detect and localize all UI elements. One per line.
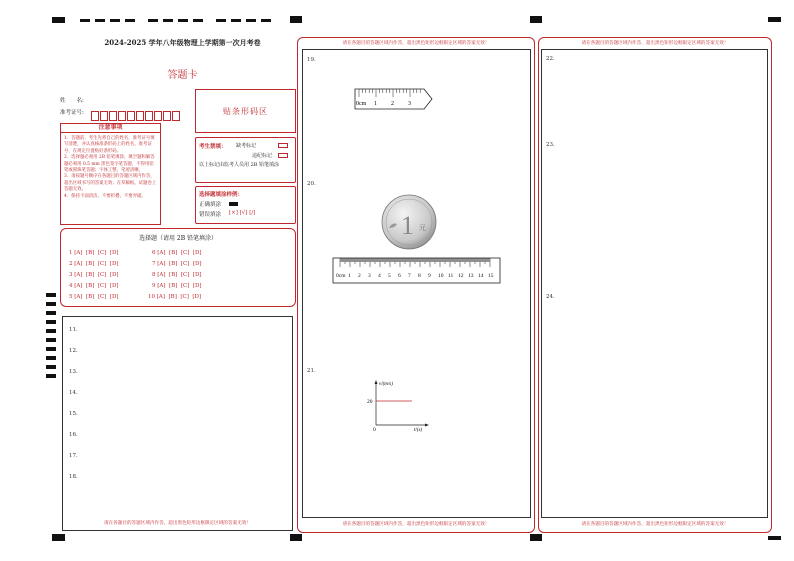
absent-label: 缺考标记 bbox=[236, 143, 257, 149]
side-mark bbox=[46, 365, 56, 369]
answer-area-3[interactable] bbox=[541, 49, 768, 518]
timing-mark bbox=[52, 17, 65, 23]
fill-in-section[interactable] bbox=[62, 316, 293, 531]
id-label: 准考证号: bbox=[60, 110, 84, 116]
corner-mark bbox=[768, 536, 781, 540]
ruler-label: 11 bbox=[448, 273, 454, 279]
question-number: 14. bbox=[69, 390, 78, 396]
barcode-label: 贴条形码区 bbox=[223, 107, 268, 116]
question-number: 15. bbox=[69, 411, 78, 417]
corner-mark bbox=[290, 16, 302, 23]
warning-text: 请在各题目的答题区域内作答，超出黑色矩形边框限定区域的答案无效！ bbox=[581, 41, 729, 46]
question-number: 13. bbox=[69, 369, 78, 375]
mc-row[interactable]: 4 [A] [B] [C] [D] bbox=[69, 283, 119, 289]
corner-mark bbox=[52, 534, 65, 541]
ruler-label: 0cm bbox=[336, 273, 346, 279]
ruler-label: 13 bbox=[468, 273, 474, 279]
graph-value: 20 bbox=[367, 399, 373, 405]
warning-text: 请在各题目的答题区域内作答，超出黑色矩形边框限定区域的答案无效！ bbox=[342, 522, 490, 527]
timing-mark bbox=[148, 19, 158, 22]
ruler-label: 3 bbox=[368, 273, 371, 279]
coin-icon bbox=[377, 194, 441, 250]
question-number: 16. bbox=[69, 432, 78, 438]
card-title: 答题卡 bbox=[167, 70, 198, 81]
mc-row[interactable]: 5 [A] [B] [C] [D] bbox=[69, 294, 119, 300]
notice-item: 2．选择题必须用 2B 铅笔填涂；填空题和解答题必须用 0.5 mm 黑色签字笔答题，不得用铅笔或圆珠笔答题；字体工整、笔迹清晰。 bbox=[64, 155, 155, 174]
ruler-label: 4 bbox=[378, 273, 381, 279]
ruler-label: 3 bbox=[408, 101, 411, 107]
fill-example-heading: 选择题填涂样例： bbox=[199, 192, 244, 198]
violation-checkbox[interactable] bbox=[278, 153, 288, 158]
side-mark bbox=[46, 356, 56, 360]
side-mark bbox=[46, 302, 56, 306]
ruler-label: 7 bbox=[408, 273, 411, 279]
corner-mark bbox=[290, 534, 302, 541]
ruler-label: 2 bbox=[358, 273, 361, 279]
timing-mark bbox=[216, 19, 226, 22]
timing-mark bbox=[80, 19, 90, 22]
ruler-long-icon bbox=[332, 257, 502, 285]
mc-row[interactable]: 6 [A] [B] [C] [D] bbox=[152, 250, 202, 256]
exam-title: 2024-2025 学年八年级物理上学期第一次月考卷 bbox=[104, 38, 261, 47]
wrong-marks: [×] [√] [/] bbox=[229, 210, 256, 216]
ruler-small-icon bbox=[354, 88, 434, 110]
question-number: 22. bbox=[546, 56, 555, 62]
correct-label: 正确填涂 bbox=[199, 202, 222, 208]
corner-mark bbox=[768, 17, 781, 22]
graph-ylabel: v/(m/s) bbox=[379, 382, 393, 387]
timing-mark bbox=[231, 19, 241, 22]
ruler-label: 1 bbox=[348, 273, 351, 279]
correct-fill-sample bbox=[229, 202, 238, 206]
ruler-label: 12 bbox=[458, 273, 464, 279]
notice-heading: 注意事项 bbox=[60, 123, 161, 133]
wrong-label: 错误填涂 bbox=[199, 212, 222, 218]
corner-mark bbox=[530, 534, 542, 541]
question-number: 23. bbox=[546, 142, 555, 148]
notice-item: 3．请按题号顺序在各题目的答题区域内作答，超出区域书写的答案无效；在草稿纸、试题卷上答题无效。 bbox=[64, 174, 157, 193]
side-mark bbox=[46, 293, 56, 297]
ruler-label: 0cm bbox=[356, 101, 367, 107]
mc-heading: 选择题（请用 2B 铅笔填涂） bbox=[138, 235, 218, 242]
mc-row[interactable]: 3 [A] [B] [C] [D] bbox=[69, 272, 119, 278]
coin-denomination: 1 bbox=[401, 211, 414, 240]
notice-item: 4．保持卡面清洁，不要折叠、不要弄破。 bbox=[64, 193, 146, 199]
timing-mark bbox=[110, 19, 120, 22]
timing-mark bbox=[178, 19, 188, 22]
notice-item: 1．答题前，考生先将自己的姓名，准考证号填写清楚，并认真核准条形码上的姓名、准考证号，在规定位置贴好条形码。 bbox=[64, 136, 155, 154]
side-mark bbox=[46, 311, 56, 315]
question-number: 12. bbox=[69, 348, 78, 354]
corner-mark bbox=[530, 16, 542, 23]
question-number: 21. bbox=[307, 368, 316, 374]
question-number: 20. bbox=[307, 181, 316, 187]
question-number: 11. bbox=[69, 327, 78, 333]
question-number: 19. bbox=[307, 57, 316, 63]
ruler-label: 10 bbox=[438, 273, 444, 279]
side-mark bbox=[46, 374, 56, 378]
notice-box bbox=[60, 133, 161, 225]
ruler-label: 15 bbox=[488, 273, 494, 279]
ruler-label: 8 bbox=[418, 273, 421, 279]
timing-mark bbox=[163, 19, 173, 22]
name-label: 姓 名: bbox=[60, 98, 84, 104]
mc-row[interactable]: 1 [A] [B] [C] [D] bbox=[69, 250, 119, 256]
warning-text: 请在各题目的答题区域内作答，超出黑色矩形边框限定区域的答案无效！ bbox=[103, 521, 251, 526]
side-mark bbox=[46, 347, 56, 351]
ruler-label: 1 bbox=[374, 101, 377, 107]
ruler-label: 5 bbox=[388, 273, 391, 279]
coin-unit: 元 bbox=[419, 224, 426, 232]
ruler-label: 14 bbox=[478, 273, 484, 279]
barcode-area bbox=[195, 89, 296, 133]
ruler-label: 9 bbox=[428, 273, 431, 279]
ruler-label: 6 bbox=[398, 273, 401, 279]
mc-row[interactable]: 2 [A] [B] [C] [D] bbox=[69, 261, 119, 267]
graph-xlabel: t/(s) bbox=[414, 428, 423, 432]
question-number: 18. bbox=[69, 474, 78, 480]
mc-row[interactable]: 10 [A] [B] [C] [D] bbox=[148, 294, 202, 300]
status-note: 以上标记由监考人员用 2B 铅笔填涂 bbox=[199, 162, 280, 168]
question-number: 17. bbox=[69, 453, 78, 459]
question-number: 24. bbox=[546, 294, 555, 300]
timing-mark bbox=[246, 19, 256, 22]
side-mark bbox=[46, 320, 56, 324]
vt-graph bbox=[364, 377, 434, 432]
side-mark bbox=[46, 329, 56, 333]
ruler-label: 2 bbox=[391, 101, 394, 107]
mc-row[interactable]: 8 [A] [B] [C] [D] bbox=[152, 272, 202, 278]
absent-checkbox[interactable] bbox=[278, 143, 288, 148]
graph-origin: 0 bbox=[373, 427, 376, 432]
timing-mark bbox=[95, 19, 105, 22]
mc-row[interactable]: 9 [A] [B] [C] [D] bbox=[152, 283, 202, 289]
violation-label: 违纪标记 bbox=[252, 153, 273, 159]
warning-text: 请在各题目的答题区域内作答，超出黑色矩形边框限定区域的答案无效！ bbox=[342, 41, 490, 46]
side-mark bbox=[46, 338, 56, 342]
status-label: 考生禁填： bbox=[199, 144, 227, 150]
warning-text: 请在各题目的答题区域内作答，超出黑色矩形边框限定区域的答案无效！ bbox=[581, 522, 729, 527]
timing-mark bbox=[261, 19, 271, 22]
timing-mark bbox=[193, 19, 203, 22]
timing-mark bbox=[125, 19, 135, 22]
mc-row[interactable]: 7 [A] [B] [C] [D] bbox=[152, 261, 202, 267]
